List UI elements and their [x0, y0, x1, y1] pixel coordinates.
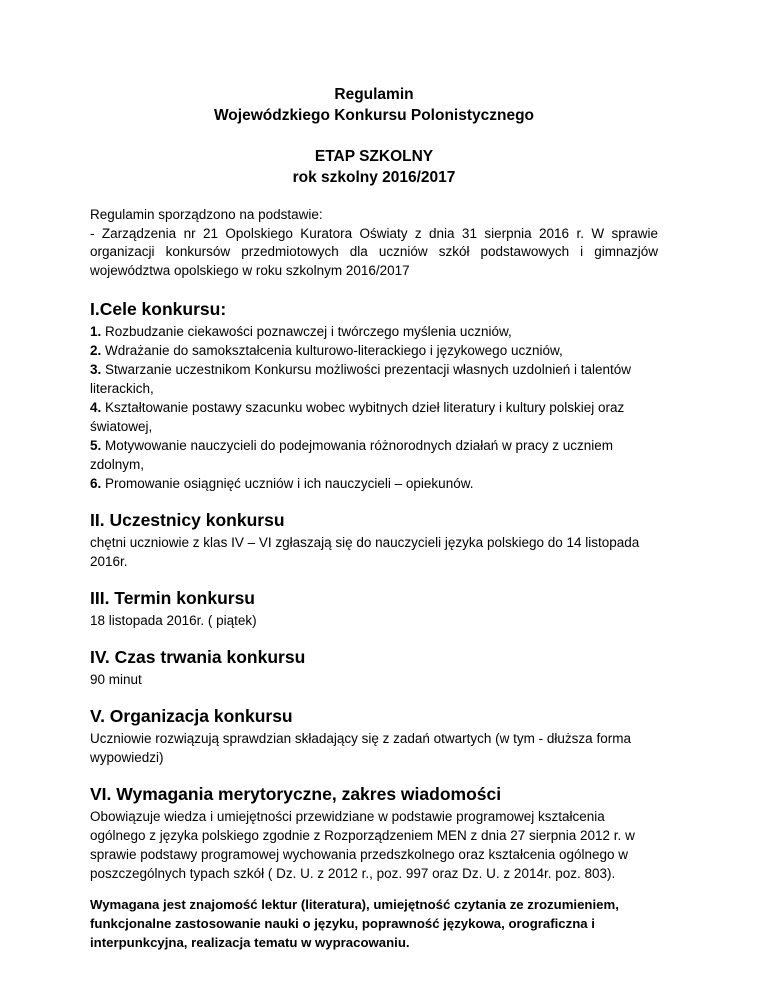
section-date — [90, 587, 658, 630]
section-heading: V. Organizacja konkursu — [90, 706, 293, 726]
section-heading: II. Uczestnicy konkursu — [90, 510, 285, 530]
legal-basis — [90, 206, 658, 280]
section-heading: IV. Czas trwania konkursu — [90, 647, 306, 667]
stage-label: ETAP SZKOLNY — [314, 148, 434, 165]
section-requirements — [90, 783, 658, 952]
section-text: 90 minut — [90, 672, 142, 687]
goal-item: 6. Promowanie osiągnięć uczniów i ich nauczycieli – opiekunów. — [90, 476, 474, 491]
section-participants — [90, 509, 658, 571]
stage-title — [90, 146, 658, 188]
document-title — [90, 84, 658, 126]
section-heading: VI. Wymagania merytoryczne, zakres wiadomości — [90, 784, 502, 804]
goal-item: 2. Wdrażanie do samokształcenia kulturowo-literackiego i językowego uczniów, — [90, 343, 563, 358]
section-text: Obowiązuje wiedza i umiejętności przewidziane w podstawie programowej kształcenia ogólnego z języka polskiego zgodnie z Rozporządzeniem MEN z dnia 27 sierpnia 2012 r. w sprawie podstawy programowej wychowania przedszkolnego oraz kształcenia ogólnego w poszczególnych typach szkół ( Dz. U. z 2012 r., poz. 997 oraz Dz. U. z 2014r. poz. 803). — [90, 809, 635, 881]
section-organization — [90, 705, 658, 767]
school-year: rok szkolny 2016/2017 — [292, 169, 456, 186]
section-heading: III. Termin konkursu — [90, 588, 255, 608]
section-duration — [90, 646, 658, 689]
goal-item: 5. Motywowanie nauczycieli do podejmowania różnorodnych działań w pracy z uczniem zdolnym, — [90, 438, 614, 472]
requirements-emphasis: Wymagana jest znajomość lektur (literatura), umiejętność czytania ze zrozumieniem, funkcjonalne zastosowanie nauki o języku, poprawność językowa, orograficzna i interpunkcyjna, realizacja tematu w wypracowaniu. — [90, 897, 619, 950]
title-line-2: Wojewódzkiego Konkursu Polonistycznego — [213, 107, 535, 124]
section-heading: I.Cele konkursu: — [90, 299, 227, 319]
title-line-1: Regulamin — [334, 86, 414, 103]
goals-list — [90, 322, 658, 493]
goal-item: 3. Stwarzanie uczestnikom Konkursu możliwości prezentacji własnych uzdolnień i talentów literackich, — [90, 362, 632, 396]
section-text: chętni uczniowie z klas IV – VI zgłaszają się do nauczycieli języka polskiego do 14 listopada 2016r. — [90, 535, 640, 569]
goal-item: 4. Kształtowanie postawy szacunku wobec wybitnych dzieł literatury i kultury polskiej oraz światowej, — [90, 400, 625, 434]
section-text: 18 listopada 2016r. ( piątek) — [90, 613, 257, 628]
section-goals — [90, 298, 658, 493]
legal-basis-text: - Zarządzenia nr 21 Opolskiego Kuratora Oświaty z dnia 31 sierpnia 2016 r. W sprawie organizacji konkursów przedmiotowych dla uczniów szkół podstawowych i gimnazjów województwa opolskiego w roku szkolnym 2016/2017 — [90, 225, 658, 278]
legal-basis-intro: Regulamin sporządzono na podstawie: — [90, 207, 323, 222]
section-text: Uczniowie rozwiązują sprawdzian składający się z zadań otwartych (w tym - dłuższa forma wypowiedzi) — [90, 731, 631, 765]
goal-item: 1. Rozbudzanie ciekawości poznawczej i twórczego myślenia uczniów, — [90, 324, 512, 339]
